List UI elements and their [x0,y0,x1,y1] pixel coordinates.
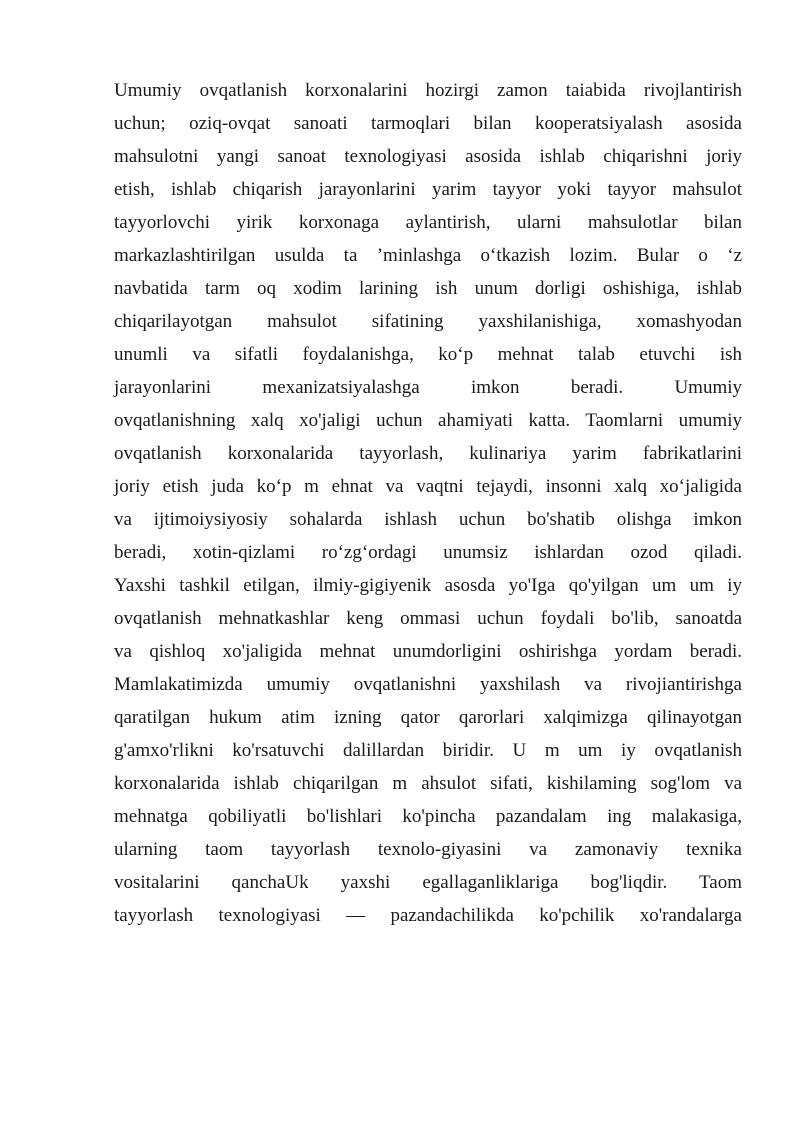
text-line: joriy etish juda ko‘p m ehnat va vaqtni tejaydi, insonni xalq xo‘jaligida [114,476,742,497]
text-line: korxonalarida ishlab chiqarilgan m ahsulot sifati, kishilaming sog'lom va [114,773,742,794]
text-line: etish, ishlab chiqarish jarayonlarini yarim tayyor yoki tayyor mahsulot [114,179,742,200]
text-line: markazlashtirilgan usulda ta ’minlashga o‘tkazish lozim. Bular o ‘z [114,245,742,266]
text-line: mehnatga qobiliyatli bo'lishlari ko'pincha pazandalam ing malakasiga, [114,806,742,827]
text-line: tayyorlash texnologiyasi — pazandachilikda ko'pchilik xo'randalarga [114,905,742,926]
text-line: uchun; oziq-ovqat sanoati tarmoqlari bilan kooperatsiyalash asosida [114,113,742,134]
text-line: chiqarilayotgan mahsulot sifatining yaxshilanishiga, xomashyodan [114,311,742,332]
text-line: Mamlakatimizda umumiy ovqatlanishni yaxshilash va rivojiantirishga [114,674,742,695]
text-line: ovqatlanishning xalq xo'jaligi uchun ahamiyati katta. Taomlarni umumiy [114,410,742,431]
body-paragraph [114,74,742,932]
text-line: vositalarini qanchaUk yaxshi egallaganliklariga bog'liqdir. Taom [114,872,742,893]
text-line: jarayonlarini mexanizatsiyalashga imkon beradi. Umumiy [114,377,742,398]
text-line: Umumiy ovqatlanish korxonalarini hozirgi zamon taiabida rivojlantirish [114,80,742,101]
text-line: unumli va sifatli foydalanishga, ko‘p mehnat talab etuvchi ish [114,344,742,365]
text-line: ovqatlanish mehnatkashlar keng ommasi uchun foydali bo'lib, sanoatda [114,608,742,629]
text-line: g'amxo'rlikni ko'rsatuvchi dalillardan biridir. U m um iy ovqatlanish [114,740,742,761]
text-line: tayyorlovchi yirik korxonaga aylantirish, ularni mahsulotlar bilan [114,212,742,233]
text-line: qaratilgan hukum atim izning qator qarorlari xalqimizga qilinayotgan [114,707,742,728]
text-line: beradi, xotin-qizlami ro‘zg‘ordagi unumsiz ishlardan ozod qiladi. [114,542,742,563]
text-line: va ijtimoiysiyosiy sohalarda ishlash uchun bo'shatib olishga imkon [114,509,742,530]
text-line: navbatida tarm oq xodim larining ish unum dorligi oshishiga, ishlab [114,278,742,299]
text-line: mahsulotni yangi sanoat texnologiyasi asosida ishlab chiqarishni joriy [114,146,742,167]
text-line: ovqatlanish korxonalarida tayyorlash, kulinariya yarim fabrikatlarini [114,443,742,464]
text-line: Yaxshi tashkil etilgan, ilmiy-gigiyenik asosda yo'Iga qo'yilgan um um iy [114,575,742,596]
text-line: va qishloq xo'jaligida mehnat unumdorligini oshirishga yordam beradi. [114,641,742,662]
text-line: ularning taom tayyorlash texnolo-giyasini va zamonaviy texnika [114,839,742,860]
